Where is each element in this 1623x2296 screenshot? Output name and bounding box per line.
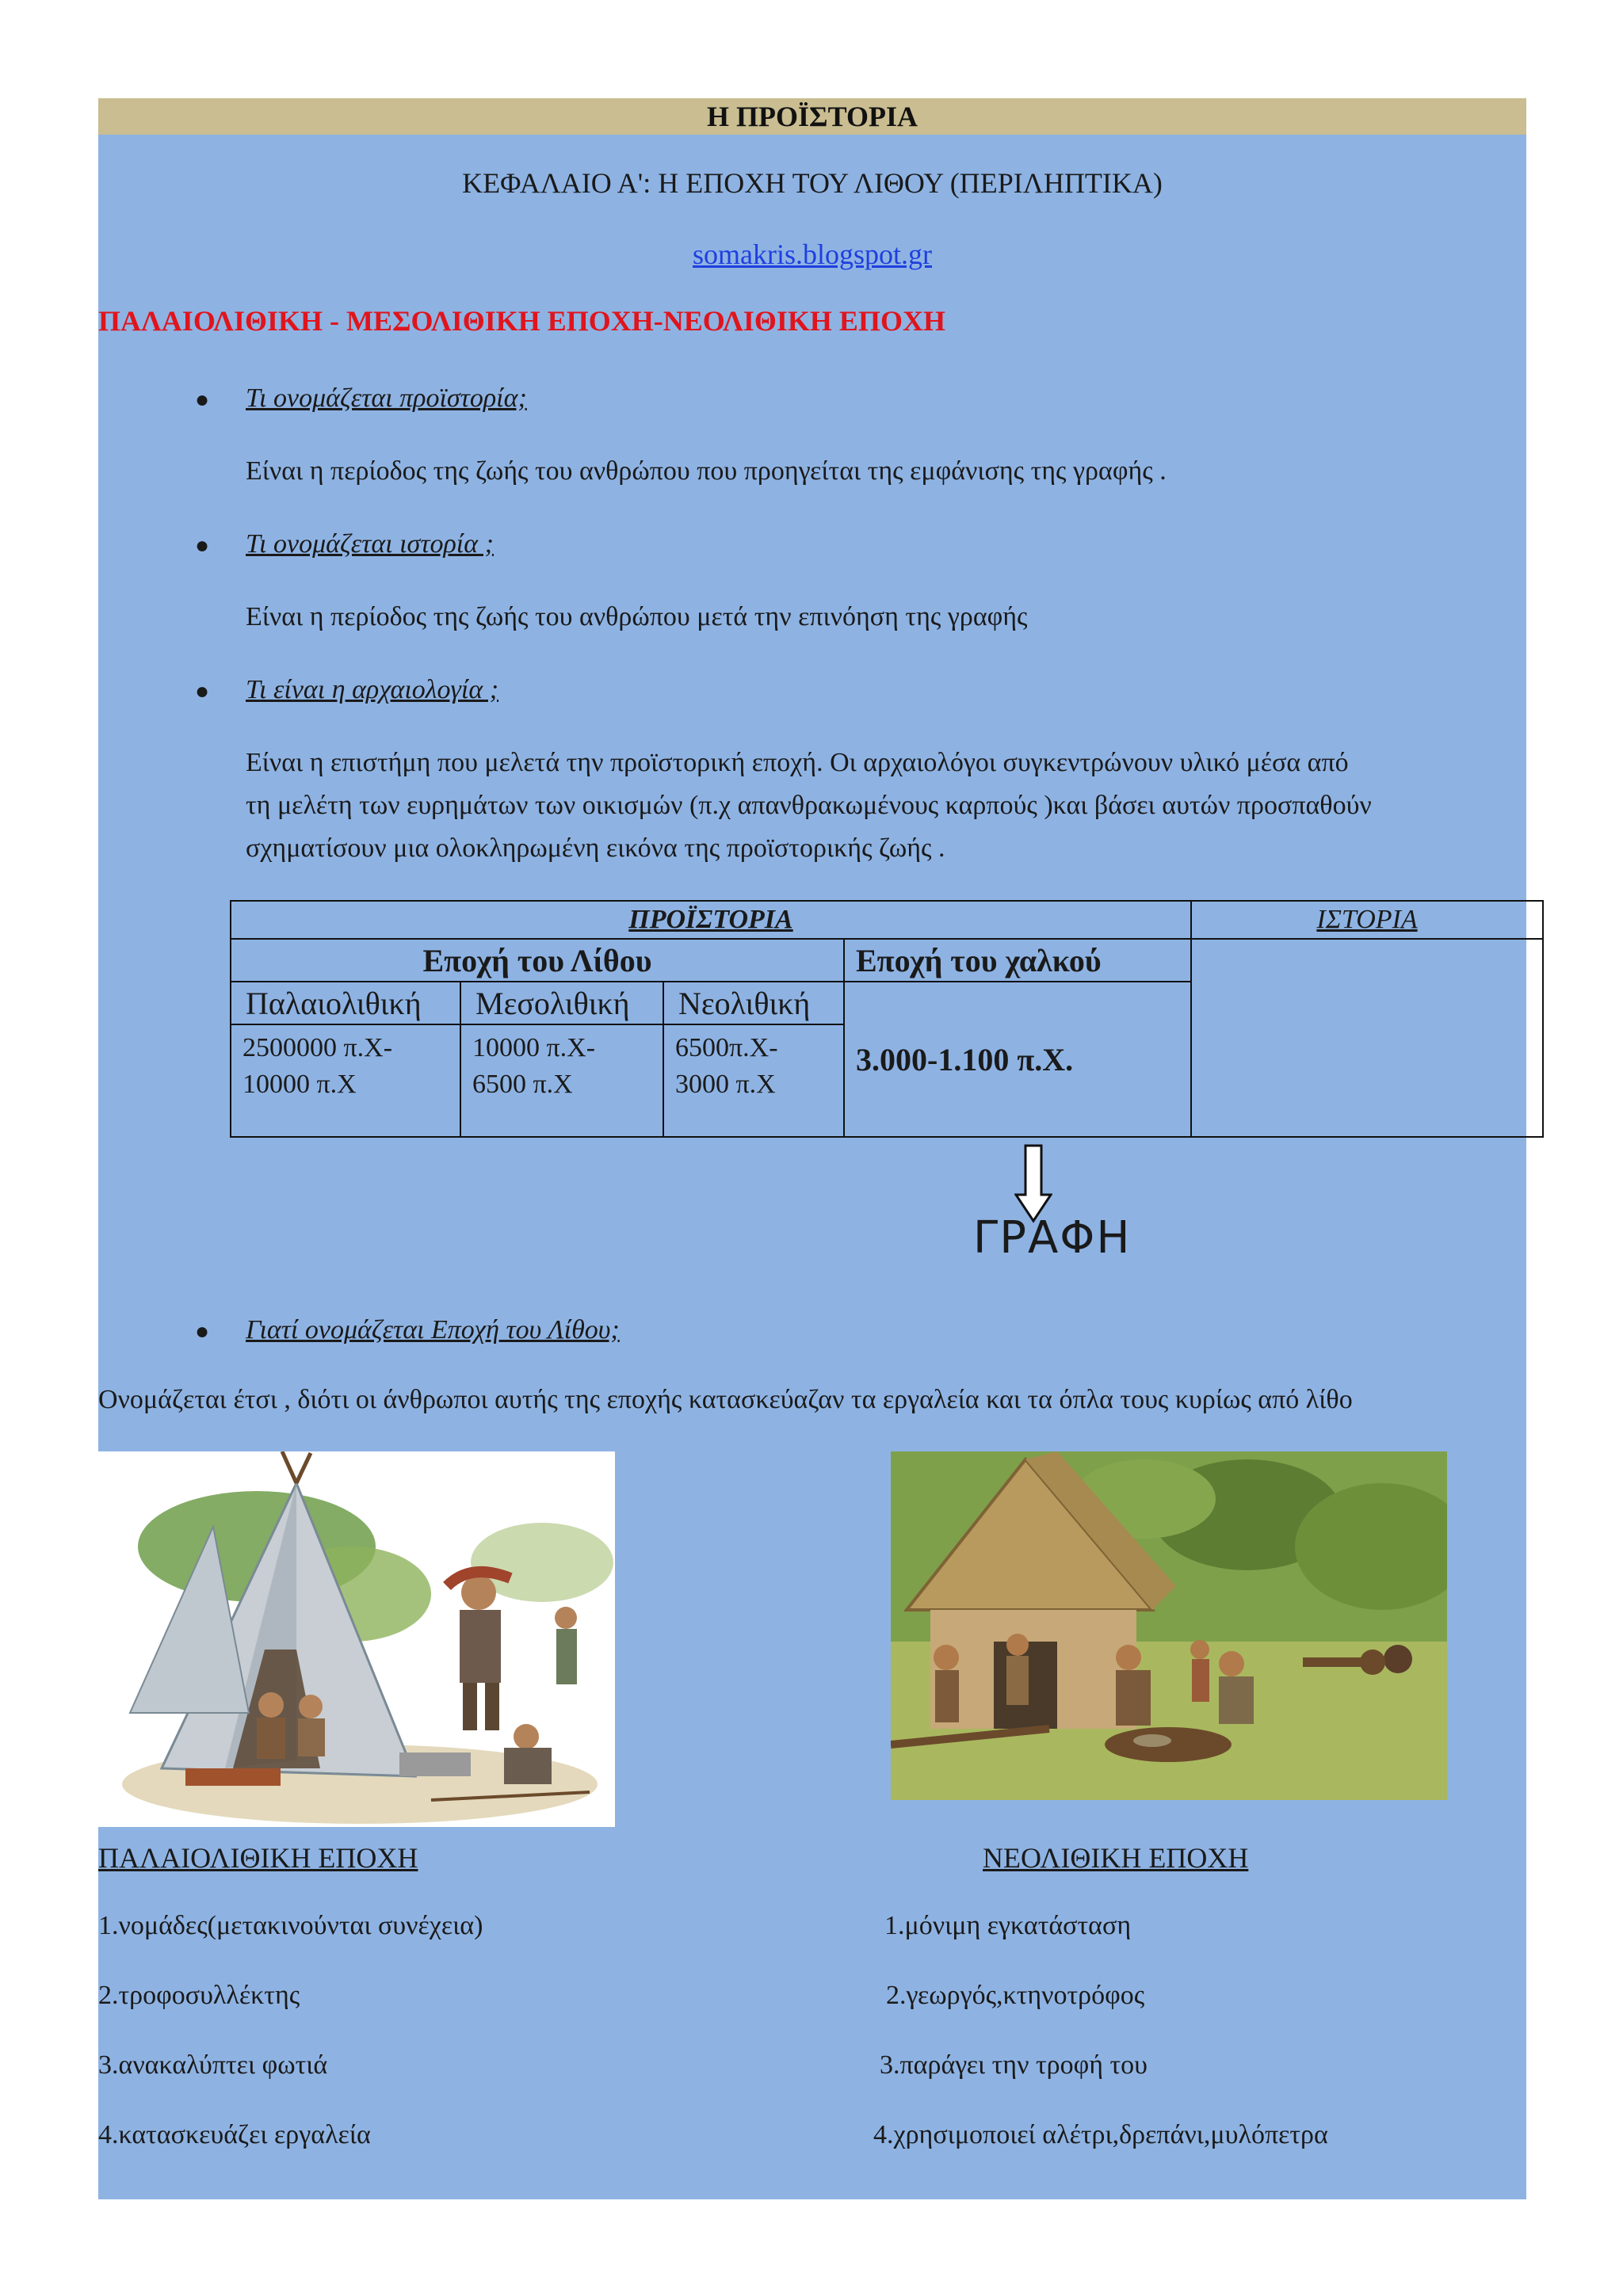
- question-history: Τι ονομάζεται ιστορία ;: [246, 529, 494, 559]
- prehistory-header: ΠΡΟΪΣΤΟΡΙΑ: [231, 901, 1191, 939]
- answer-archaeology: [246, 742, 1514, 870]
- paleolithic-item: 2.τροφοσυλλέκτης: [98, 1981, 300, 2010]
- neolithic-item: 1.μόνιμη εγκατάσταση: [884, 1911, 1132, 1940]
- paleolithic-heading: ΠΑΛΑΙΟΛΙΘΙΚΗ ΕΠΟΧΗ: [98, 1842, 418, 1874]
- section-heading: ΠΑΛΑΙΟΛΙΘΙΚΗ - ΜΕΣΟΛΙΘΙΚΗ ΕΠΟΧΗ-ΝΕΟΛΙΘΙΚΗ ΕΠΟΧΗ: [98, 305, 945, 337]
- bullet-icon: ●: [195, 678, 210, 704]
- neolithic-settlement-illustration: [891, 1451, 1447, 1800]
- question-stone-age: Γιατί ονομάζεται Εποχή του Λίθου;: [246, 1315, 620, 1344]
- stone-age-header: Εποχή του Λίθου: [231, 939, 844, 982]
- paleolithic-item: 4.κατασκευάζει εργαλεία: [98, 2120, 371, 2149]
- bronze-age-dates: 3.000-1.100 π.Χ.: [844, 982, 1191, 1137]
- date-start: 2500000 π.Χ-: [242, 1033, 393, 1062]
- answer-prehistory: Είναι η περίοδος της ζωής του ανθρώπου που προηγείται της εμφάνισης της γραφής .: [246, 456, 1167, 486]
- paleolithic-camp-illustration: [98, 1451, 615, 1827]
- answer-history: Είναι η περίοδος της ζωής του ανθρώπου μετά την επινόηση της γραφής: [246, 602, 1028, 631]
- arrow-down-icon: [1014, 1144, 1052, 1223]
- bullet-icon: ●: [195, 532, 210, 559]
- timeline-table: [230, 900, 1544, 1138]
- question-prehistory: Τι ονομάζεται προϊστορία;: [246, 383, 527, 413]
- period-neolithic: Νεολιθική: [663, 982, 844, 1024]
- date-start: 6500π.Χ-: [675, 1033, 778, 1062]
- date-end: 10000 π.Χ: [242, 1070, 357, 1099]
- date-end: 3000 π.Χ: [675, 1070, 776, 1099]
- answer-line: τη μελέτη των ευρημάτων των οικισμών (π.χ απανθρακωμένους καρπούς )και βάσει αυτών προσπαθούν: [246, 791, 1372, 820]
- history-cell: [1191, 939, 1543, 1137]
- page-title: Η ΠΡΟΪΣΤΟΡΙΑ: [98, 98, 1526, 135]
- date-start: 10000 π.Χ-: [472, 1033, 596, 1062]
- blog-link[interactable]: somakris.blogspot.gr: [693, 238, 932, 270]
- neolithic-item: 4.χρησιμοποιεί αλέτρι,δρεπάνι,μυλόπετρα: [873, 2120, 1328, 2149]
- bronze-age-header: Εποχή του χαλκού: [844, 939, 1191, 982]
- date-end: 6500 π.Χ: [472, 1070, 573, 1099]
- neolithic-heading: ΝΕΟΛΙΘΙΚΗ ΕΠΟΧΗ: [983, 1842, 1249, 1874]
- writing-label: ΓΡΑΦΗ: [973, 1212, 1132, 1264]
- bullet-icon: ●: [195, 1318, 210, 1344]
- period-mesolithic: Μεσολιθική: [460, 982, 663, 1024]
- paleolithic-dates: [231, 1024, 460, 1137]
- answer-line: σχηματίσουν μια ολοκληρωμένη εικόνα της προϊστορικής ζωής .: [246, 833, 945, 863]
- neolithic-item: 2.γεωργός,κτηνοτρόφος: [886, 1981, 1145, 2010]
- answer-stone-age: Ονομάζεται έτσι , διότι οι άνθρωποι αυτής της εποχής κατασκεύαζαν τα εργαλεία και τα όπλα τους κυρίως από λίθο: [98, 1385, 1353, 1414]
- neolithic-item: 3.παράγει την τροφή του: [880, 2050, 1148, 2080]
- mesolithic-dates: [460, 1024, 663, 1137]
- history-header: ΙΣΤΟΡΙΑ: [1191, 901, 1543, 939]
- paleolithic-item: 3.ανακαλύπτει φωτιά: [98, 2050, 328, 2080]
- period-paleolithic: Παλαιολιθική: [231, 982, 460, 1024]
- answer-line: Είναι η επιστήμη που μελετά την προϊστορική εποχή. Οι αρχαιολόγοι συγκεντρώνουν υλικό μέσα από: [246, 748, 1349, 777]
- paleolithic-item: 1.νομάδες(μετακινούνται συνέχεια): [98, 1911, 483, 1940]
- question-archaeology: Τι είναι η αρχαιολογία ;: [246, 675, 499, 704]
- bullet-icon: ●: [195, 387, 210, 413]
- neolithic-dates: [663, 1024, 844, 1137]
- chapter-title: ΚΕΦΑΛΑΙΟ Α': Η ΕΠΟΧΗ ΤΟΥ ΛΙΘΟΥ (ΠΕΡΙΛΗΠΤΙΚΑ): [462, 167, 1163, 199]
